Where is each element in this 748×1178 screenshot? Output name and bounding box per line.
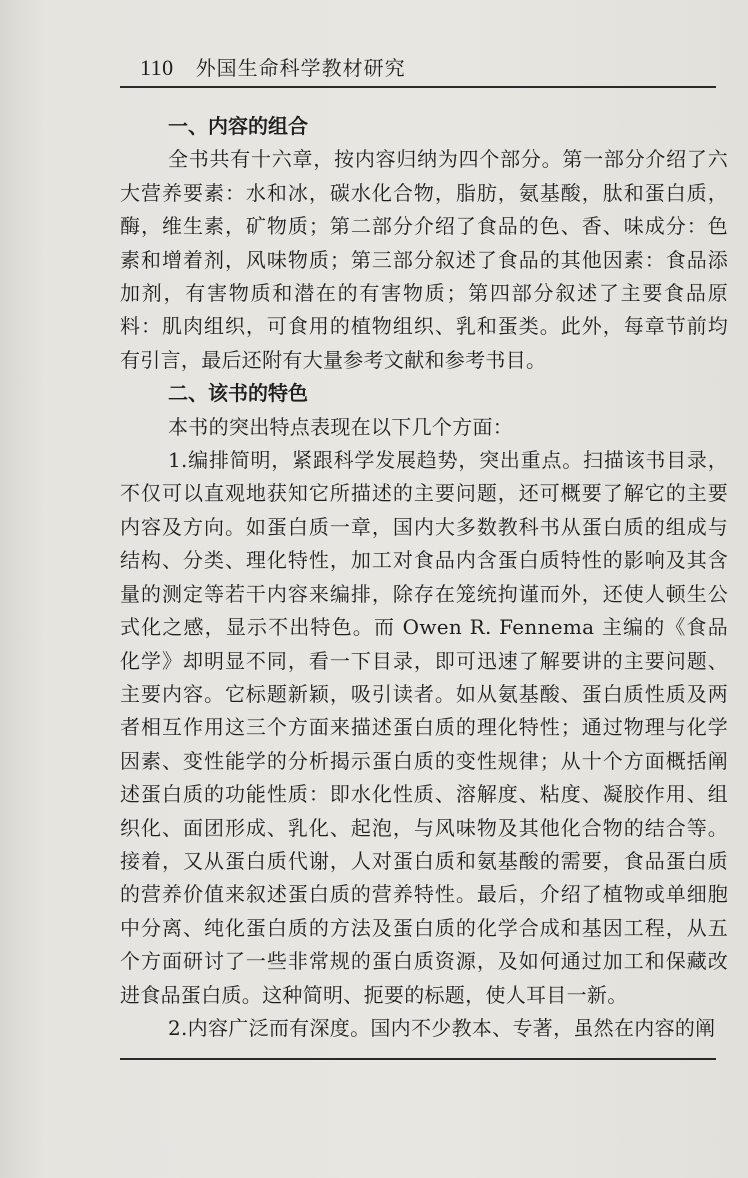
paragraph: 1.编排简明，紧跟科学发展趋势，突出重点。扫描该书目录，不仅可以直观地获知它所描述的主要问题，还可概要了解它的主要内容及方向。如蛋白质一章，国内大多数教科书从蛋白质的组成与结构、分类、理化特性，加工对食品内含蛋白质特性的影响及其含量的测定等若干内容来编排，除存在笼统拘谨而外，还使人顿生公式化之感，显示不出特色。而 Owen R. Fennema 主编的《食品化学》却明显不同，看一下目录，即可迅速了解要讲的主要问题、主要内容。它标题新颖，吸引读者。如从氨基酸、蛋白质性质及两者相互作用这三个方面来描述蛋白质的理化特性；通过物理与化学因素、变性能学的分析揭示蛋白质的变性规律；从十个方面概括阐述蛋白质的功能性质：即水化性质、溶解度、粘度、凝胶作用、组织化、面团形成、乳化、起泡，与风味物及其他化合物的结合等。接着，又从蛋白质代谢，人对蛋白质和氨基酸的需要，食品蛋白质的营养价值来叙述蛋白质的营养特性。最后，介绍了植物或单细胞中分离、纯化蛋白质的方法及蛋白质的化学合成和基因工程，从五个方面研讨了一些非常规的蛋白质资源，及如何通过加工和保藏改进食品蛋白质。这种简明、扼要的标题，使人耳目一新。 bbox=[120, 448, 728, 1007]
paragraph: 全书共有十六章，按内容归纳为四个部分。第一部分介绍了六大营养要素：水和冰，碳水化合物，脂肪，氨基酸，肽和蛋白质，酶，维生素，矿物质；第二部分介绍了食品的色、香、味成分：色素和增着剂，风味物质；第三部分叙述了食品的其他因素：食品添加剂，有害物质和潜在的有害物质；第四部分叙述了主要食品原料：肌肉组织，可食用的植物组织、乳和蛋类。此外，每章节前均有引言，最后还附有大量参考文献和参考书目。 bbox=[120, 147, 728, 372]
header-rule bbox=[120, 86, 716, 88]
page-number: 110 bbox=[140, 55, 174, 80]
footer-rule bbox=[120, 1058, 716, 1060]
running-title: 外国生命科学教材研究 bbox=[195, 56, 406, 80]
paragraph: 2.内容广泛而有深度。国内不少教本、专著，虽然在内容的阐 bbox=[168, 1015, 716, 1040]
section-heading: 二、该书的特色 bbox=[168, 381, 308, 406]
page-header bbox=[140, 52, 406, 88]
paragraph: 本书的突出特点表现在以下几个方面： bbox=[168, 414, 514, 439]
page-body bbox=[120, 110, 728, 1045]
section-heading: 一、内容的组合 bbox=[168, 114, 308, 138]
